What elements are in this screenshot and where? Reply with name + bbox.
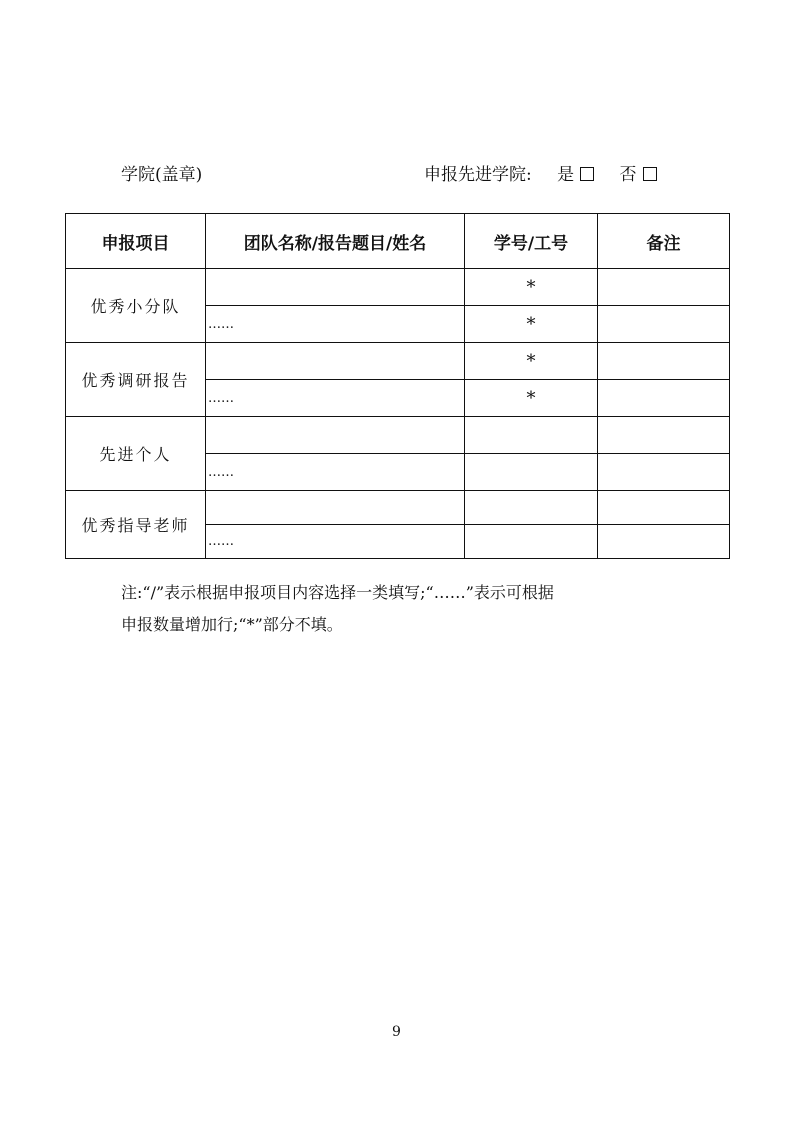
star-cell: * xyxy=(465,343,598,380)
advanced-college-field xyxy=(424,160,657,185)
remarks-input-cell[interactable] xyxy=(598,525,730,559)
no-label: 否 xyxy=(619,165,637,185)
remarks-input-cell[interactable] xyxy=(598,491,730,525)
table-row xyxy=(66,269,730,306)
id-input-cell[interactable] xyxy=(465,491,598,525)
remarks-input-cell[interactable] xyxy=(598,454,730,491)
application-table xyxy=(65,213,730,559)
yes-checkbox[interactable] xyxy=(580,167,594,181)
name-input-cell[interactable] xyxy=(206,417,465,454)
no-option[interactable] xyxy=(620,165,657,185)
id-input-cell[interactable] xyxy=(465,417,598,454)
remarks-input-cell[interactable] xyxy=(598,417,730,454)
column-header-name: 团队名称/报告题目/姓名 xyxy=(206,214,465,269)
table-row xyxy=(66,417,730,454)
column-header-remarks: 备注 xyxy=(598,214,730,269)
remarks-input-cell[interactable] xyxy=(598,269,730,306)
column-header-id: 学号/工号 xyxy=(465,214,598,269)
college-seal-label: 学院(盖章) xyxy=(121,165,203,185)
name-input-cell[interactable] xyxy=(206,343,465,380)
remarks-input-cell[interactable] xyxy=(598,380,730,417)
category-cell: 优秀小分队 xyxy=(66,269,206,343)
ellipsis-cell[interactable]: …… xyxy=(206,380,465,417)
table-row xyxy=(66,343,730,380)
ellipsis-cell[interactable]: …… xyxy=(206,454,465,491)
name-input-cell[interactable] xyxy=(206,491,465,525)
star-cell: * xyxy=(465,269,598,306)
footnote xyxy=(121,577,701,641)
remarks-input-cell[interactable] xyxy=(598,306,730,343)
table-row xyxy=(66,491,730,525)
advanced-college-label: 申报先进学院: xyxy=(424,165,532,185)
category-cell: 优秀指导老师 xyxy=(66,491,206,559)
column-header-project: 申报项目 xyxy=(66,214,206,269)
star-cell: * xyxy=(465,380,598,417)
id-input-cell[interactable] xyxy=(465,454,598,491)
category-cell: 先进个人 xyxy=(66,417,206,491)
category-cell: 优秀调研报告 xyxy=(66,343,206,417)
star-cell: * xyxy=(465,306,598,343)
name-input-cell[interactable] xyxy=(206,269,465,306)
footnote-line-2: 申报数量增加行;“*”部分不填。 xyxy=(121,615,343,634)
no-checkbox[interactable] xyxy=(643,167,657,181)
yes-label: 是 xyxy=(557,165,575,185)
page-number: 9 xyxy=(392,1024,401,1040)
ellipsis-cell[interactable]: …… xyxy=(206,525,465,559)
table-header-row xyxy=(66,214,730,269)
yes-option[interactable] xyxy=(557,165,594,185)
ellipsis-cell[interactable]: …… xyxy=(206,306,465,343)
id-input-cell[interactable] xyxy=(465,525,598,559)
footnote-line-1: 注:“/”表示根据申报项目内容选择一类填写;“……”表示可根据 xyxy=(121,583,554,602)
remarks-input-cell[interactable] xyxy=(598,343,730,380)
